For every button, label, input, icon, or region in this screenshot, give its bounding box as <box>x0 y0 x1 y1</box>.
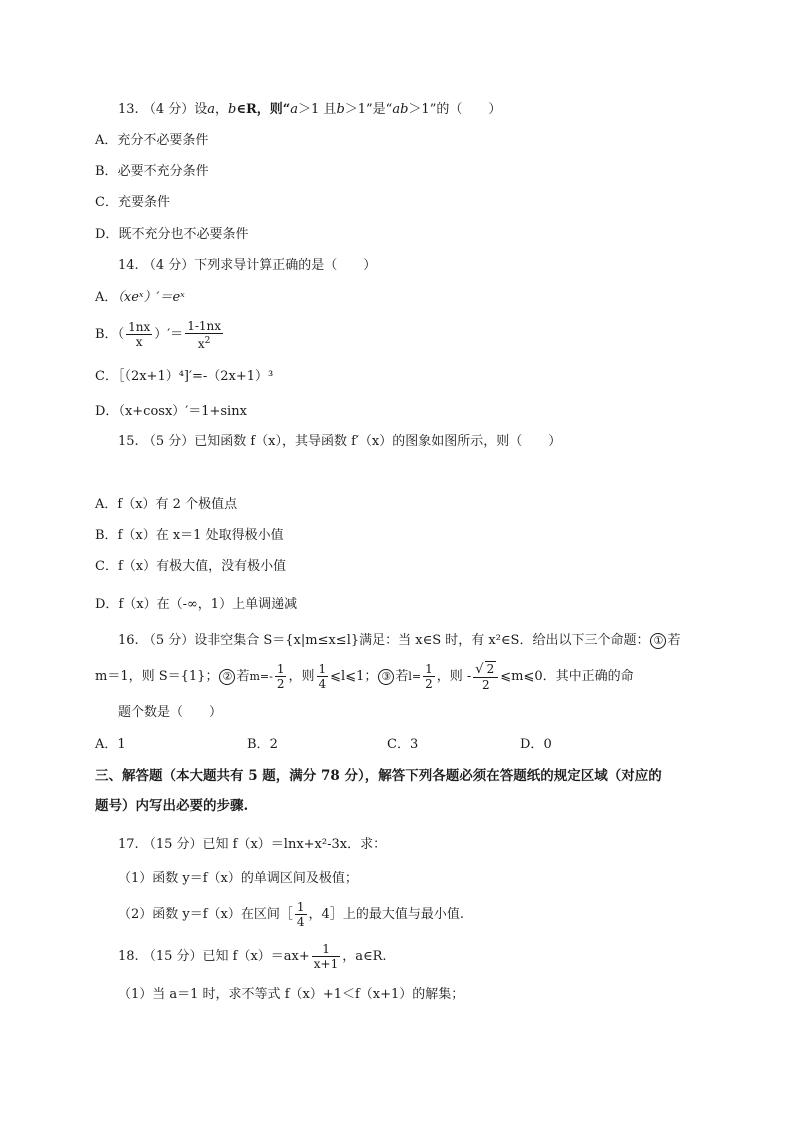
option-label: D． <box>95 404 119 419</box>
question-score: （15 分） <box>142 837 203 852</box>
q18-part1: （1）当 a＝1 时，求不等式 f（x）+1＜f（x+1）的解集； <box>118 987 465 1002</box>
stem-text: 若 <box>236 669 250 684</box>
question-score: （4 分） <box>142 258 195 273</box>
q15-option-b <box>95 527 284 545</box>
stem-text: ∈R，则“ <box>236 102 291 117</box>
stem-text: ，则 <box>288 669 315 684</box>
numerator: 1 <box>322 942 330 956</box>
exponent: 2 <box>204 335 211 346</box>
question-number: 16. <box>118 633 139 648</box>
option-text: 充分不必要条件 <box>117 133 209 148</box>
option-label: C． <box>95 559 118 574</box>
question-number: 18. <box>118 949 139 964</box>
q14-option-d <box>95 403 247 421</box>
option-text: f（x）在（-∞，1）上单调递减 <box>118 597 298 612</box>
denominator: x <box>126 334 152 349</box>
stem-text: 若 <box>667 633 681 648</box>
q16-options <box>95 736 715 754</box>
option-label: C． <box>387 737 410 752</box>
stem-text: ＞1”的（ ） <box>408 102 502 117</box>
q13-option-d <box>95 226 248 244</box>
q17-part2 <box>118 898 464 932</box>
var-a: a <box>207 102 216 117</box>
option-label: C． <box>95 369 118 384</box>
q18-stem <box>118 940 387 974</box>
fraction <box>126 320 152 349</box>
q16-option-a <box>95 736 126 754</box>
option-label: A． <box>95 133 118 148</box>
option-text: f（x）在 x＝1 处取得极小值 <box>117 528 284 543</box>
equals: ＝ <box>170 327 184 342</box>
fraction <box>295 900 307 929</box>
q15-stem <box>118 433 561 451</box>
numerator: 1 <box>318 662 327 676</box>
stem-text: 设 <box>194 102 208 117</box>
circled-number: ② <box>219 669 235 685</box>
option-label: B． <box>95 528 118 543</box>
m-equals: m=- <box>249 670 273 683</box>
stem-text: ⩽m⩽0．其中正确的命 <box>500 669 634 684</box>
option-label: D． <box>95 227 119 242</box>
fraction <box>275 662 287 691</box>
stem-text: ，则 - <box>436 669 472 684</box>
question-number: 14. <box>118 258 139 273</box>
stem-text: 下列求导计算正确的是（ ） <box>194 258 377 273</box>
var-b: b <box>336 102 345 117</box>
q13-option-b <box>95 163 209 181</box>
denominator-base: x <box>197 336 205 351</box>
q15-option-d <box>95 596 297 614</box>
option-text: 3 <box>409 737 419 752</box>
numerator <box>473 661 498 677</box>
q16-line3 <box>118 704 222 722</box>
l-equals: l= <box>408 670 422 683</box>
q14-option-c <box>95 368 273 386</box>
numerator: 1 <box>425 662 433 676</box>
stem-text: （2）函数 y＝f（x）在区间［ <box>118 907 293 922</box>
fraction <box>423 662 435 691</box>
q13-option-c <box>95 194 170 212</box>
q15-option-a <box>95 496 237 514</box>
stem-text: 若 <box>395 669 409 684</box>
paren: （ <box>117 327 125 342</box>
option-text: （xeˣ）′＝eˣ <box>117 290 185 305</box>
denominator: 4 <box>318 677 327 691</box>
denominator: x+1 <box>313 957 339 971</box>
var-ab: ab <box>392 102 409 117</box>
stem-text: 已知函数 f（x），其导函数 f′（x）的图象如图所示，则（ ） <box>194 434 562 449</box>
option-text: f（x）有极大值，没有极小值 <box>117 559 287 574</box>
option-text: 1 <box>117 737 126 752</box>
option-label: C． <box>95 195 118 210</box>
fraction <box>185 319 223 351</box>
option-label: A． <box>95 497 118 512</box>
option-text: 2 <box>269 737 278 752</box>
section-3-heading-cont: 题号）内写出必要的步骤. <box>95 798 249 814</box>
option-text: 既不充分也不必要条件 <box>118 227 249 242</box>
circled-number: ③ <box>378 669 394 685</box>
question-score: （5 分） <box>142 633 195 648</box>
stem-text: ⩽l⩽1； <box>330 669 378 684</box>
q16-line2 <box>95 660 634 694</box>
q17-stem <box>118 836 386 854</box>
numerator: 1 <box>296 900 305 914</box>
q16-line1 <box>118 632 680 650</box>
denominator <box>185 333 223 351</box>
option-label: A． <box>95 290 118 305</box>
option-label: B． <box>95 327 118 342</box>
q15-option-c <box>95 558 286 576</box>
q14-option-a <box>95 289 185 307</box>
question-score: （15 分） <box>142 949 203 964</box>
radicand: 2 <box>486 662 495 676</box>
denominator: 4 <box>296 915 305 929</box>
option-text: （x+cosx）′＝1+sinx <box>118 404 247 419</box>
denominator: 2 <box>276 677 285 691</box>
stem-text: m＝1，则 S＝{1}； <box>95 669 219 684</box>
stem-text: ，a∈R. <box>342 949 387 964</box>
question-number: 15. <box>118 434 139 449</box>
circled-number: ① <box>650 633 666 649</box>
var-a: a <box>290 102 299 117</box>
stem-text: ，4］上的最大值与最小值. <box>308 907 464 922</box>
stem-text: 已知 f（x）＝lnx+x²-3x．求： <box>202 837 387 852</box>
q14-option-b <box>95 318 225 352</box>
q17-part1: （1）函数 y＝f（x）的单调区间及极值； <box>118 871 358 886</box>
numerator: 1 <box>276 662 285 676</box>
question-score: （5 分） <box>142 434 195 449</box>
fraction <box>312 942 340 971</box>
option-label: B． <box>95 164 118 179</box>
q16-option-c <box>387 736 418 754</box>
stem-text: 设非空集合 S＝{x|m≤x≤l}满足：当 x∈S 时，有 x²∈S．给出以下三个命题： <box>194 633 650 648</box>
option-label: A． <box>95 737 118 752</box>
stem-text: ＞1 且 <box>298 102 337 117</box>
option-text: 必要不充分条件 <box>117 164 209 179</box>
numerator: 1-1nx <box>187 318 222 333</box>
fraction <box>317 662 329 691</box>
option-text: f（x）有 2 个极值点 <box>117 497 238 512</box>
sqrt-icon: √ <box>475 662 484 677</box>
stem-text: ， <box>215 102 229 117</box>
option-text: ［（2x+1）⁴]′=-（2x+1）³ <box>117 369 274 384</box>
stem-text: ＞1”是“ <box>344 102 393 117</box>
option-text: 0 <box>543 737 552 752</box>
question-number: 13. <box>118 102 139 117</box>
denominator: 2 <box>425 677 433 691</box>
denominator: 2 <box>473 677 498 692</box>
q13-stem <box>118 101 501 119</box>
fraction <box>473 661 498 692</box>
section-3-heading: 三、解答题（本大题共有 5 题，满分 78 分），解答下列各题必须在答题纸的规定区域（对应的 <box>95 768 662 784</box>
option-label: D． <box>95 597 119 612</box>
option-label: B． <box>247 737 270 752</box>
var-b: b <box>228 102 237 117</box>
q13-option-a <box>95 132 208 150</box>
numerator: 1nx <box>128 320 151 334</box>
option-label: D． <box>520 737 544 752</box>
question-score: （4 分） <box>142 102 195 117</box>
stem-text: 已知 f（x）＝ax+ <box>202 949 310 964</box>
option-text: 充要条件 <box>117 195 170 210</box>
q16-option-d <box>520 736 552 754</box>
q16-option-b <box>247 736 278 754</box>
q14-stem <box>118 257 376 275</box>
prime: ）′ <box>154 327 171 342</box>
question-number: 17. <box>118 837 139 852</box>
stem-text: 题个数是（ ） <box>118 705 223 720</box>
